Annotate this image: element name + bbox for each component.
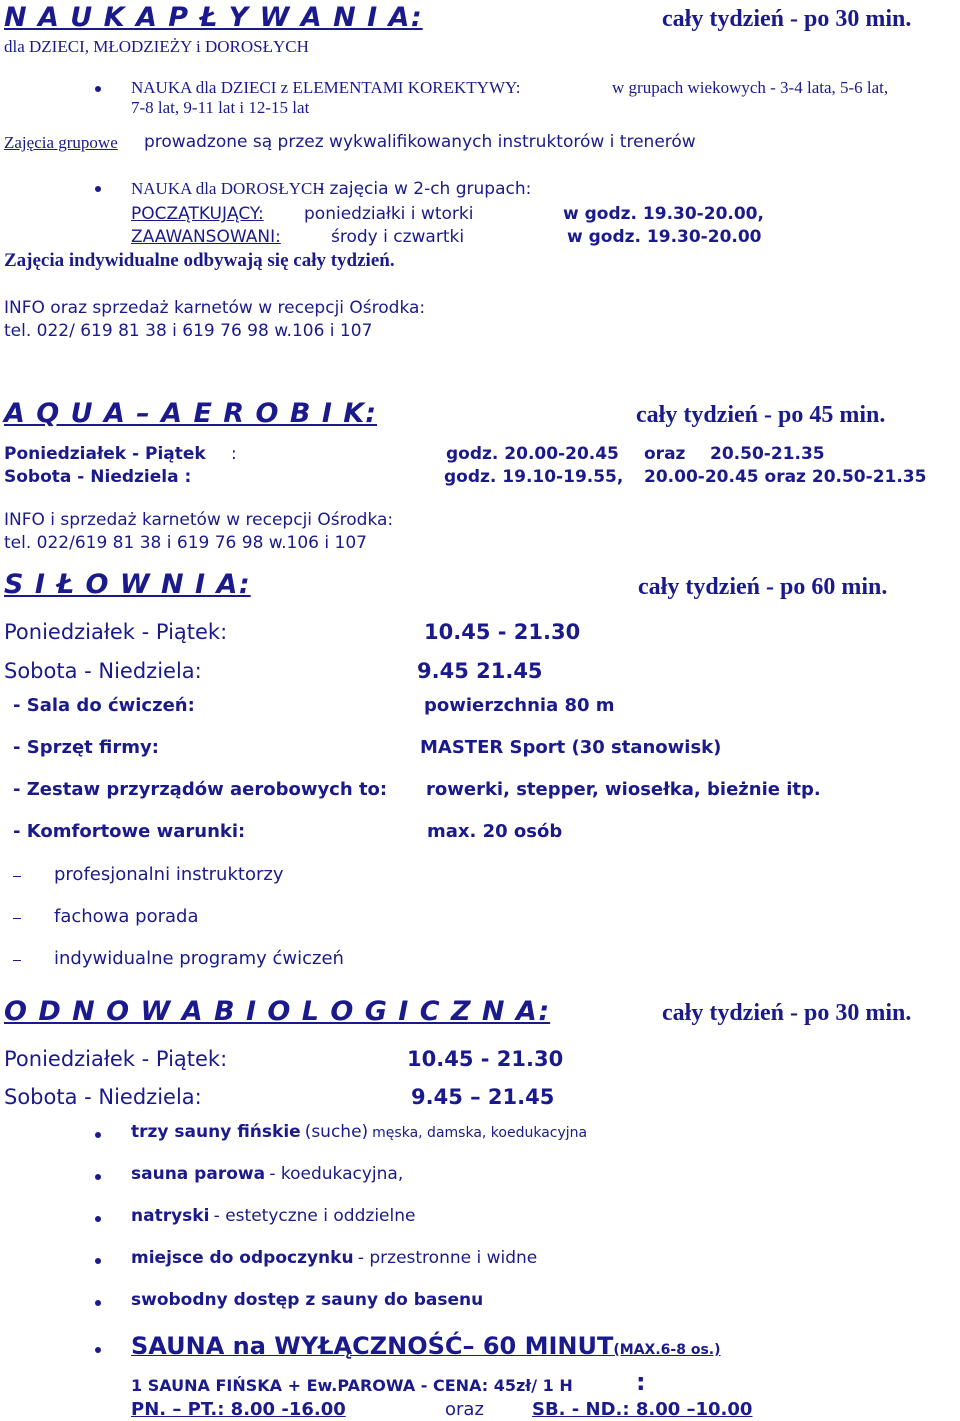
kids-groups-line2: 7-8 lat, 9-11 lat i 12-15 lat — [131, 98, 310, 117]
spa-exclusive — [131, 1332, 721, 1360]
beginners-label: POCZĄTKUJĄCY: — [131, 204, 264, 224]
individual-classes: Zajęcia indywidualne odbywają się cały tydzień. — [4, 250, 395, 271]
spa-item-rest-rest: - przestronne i widne — [357, 1248, 538, 1268]
gym-hall-label: - Sala do ćwiczeń: — [13, 695, 195, 716]
gym-extra-2: fachowa porada — [54, 906, 199, 927]
spa-weekend-label: Sobota - Niedziela: — [4, 1085, 202, 1109]
bullet-icon — [95, 1300, 101, 1306]
gym-comfort-label: - Komfortowe warunki: — [13, 821, 246, 842]
swimming-title: N A U K A P Ł Y W A N I A: — [4, 2, 423, 33]
gym-equipment-label: - Sprzęt firmy: — [13, 737, 159, 758]
aqua-weekday-colon: : — [231, 444, 237, 464]
aqua-duration: cały tydzień - po 45 min. — [636, 402, 886, 428]
gym-aerobic-value: rowerki, stepper, wiosełka, bieżnie itp. — [426, 779, 821, 800]
spa-item-rest — [131, 1248, 537, 1268]
bullet-icon — [95, 1216, 101, 1222]
bullet-icon — [95, 1258, 101, 1264]
aqua-info: INFO i sprzedaż karnetów w recepcji Ośrodka: — [4, 510, 394, 530]
spa-item-showers — [131, 1206, 415, 1226]
aqua-weekday-and: oraz — [644, 444, 686, 464]
spa-item-saunas-bold: trzy sauny fińskie — [131, 1122, 301, 1142]
gym-weekday-time: 10.45 - 21.30 — [424, 620, 581, 644]
adults-label: NAUKA dla DOROSŁYCH — [131, 179, 325, 198]
dash-icon — [13, 960, 21, 961]
spa-item-showers-bold: natryski — [131, 1206, 210, 1226]
spa-price-colon: : — [636, 1368, 646, 1396]
bullet-icon — [95, 86, 101, 92]
group-classes-label: Zajęcia grupowe — [4, 133, 118, 152]
gym-equipment-value: MASTER Sport (30 stanowisk) — [420, 737, 722, 758]
beginners-days: poniedziałki i wtorki — [304, 204, 474, 224]
gym-aerobic-label: - Zestaw przyrządów aerobowych to: — [13, 779, 388, 800]
gym-comfort-value: max. 20 osób — [427, 821, 563, 842]
spa-item-saunas — [131, 1122, 587, 1142]
advanced-days: środy i czwartki — [331, 227, 465, 247]
beginners-time: w godz. 19.30-20.00, — [563, 204, 764, 224]
kids-label: NAUKA dla DZIECI z ELEMENTAMI KOREKTYWY: — [131, 78, 521, 97]
bullet-icon — [95, 1132, 101, 1138]
spa-item-saunas-dry: (suche) — [304, 1122, 369, 1142]
gym-hall-value: powierzchnia 80 m — [424, 695, 615, 716]
bullet-icon — [95, 186, 101, 192]
aqua-weekday-time1: godz. 20.00-20.45 — [446, 444, 619, 464]
bullet-icon — [95, 1174, 101, 1180]
aqua-title: A Q U A – A E R O B I K: — [4, 398, 377, 429]
gym-weekend-label: Sobota - Niedziela: — [4, 659, 202, 683]
spa-item-steam-bold: sauna parowa — [131, 1164, 266, 1184]
spa-exclusive-main: SAUNA na WYŁĄCZNOŚĆ– 60 MINUT — [131, 1332, 614, 1360]
swimming-tel: tel. 022/ 619 81 38 i 619 76 98 w.106 i 107 — [4, 321, 373, 341]
gym-title: S I Ł O W N I A: — [4, 569, 251, 600]
advanced-time: w godz. 19.30-20.00 — [567, 227, 762, 247]
aqua-weekend-label: Sobota - Niedziela : — [4, 467, 192, 487]
dash-icon — [13, 876, 21, 877]
gym-duration: cały tydzień - po 60 min. — [638, 574, 888, 600]
swimming-subtitle: dla DZIECI, MŁODZIEŻY i DOROSŁYCH — [4, 37, 309, 56]
bullet-icon — [95, 1347, 101, 1353]
spa-hours-weekday: PN. – PT.: 8.00 -16.00 — [131, 1399, 346, 1420]
spa-item-pool-access: swobodny dostęp z sauny do basenu — [131, 1290, 484, 1310]
spa-item-showers-rest: - estetyczne i oddzielne — [213, 1206, 416, 1226]
gym-weekend-time: 9.45 21.45 — [417, 659, 543, 683]
swimming-duration: cały tydzień - po 30 min. — [662, 6, 912, 32]
gym-extra-1: profesjonalni instruktorzy — [54, 864, 284, 885]
spa-price: 1 SAUNA FIŃSKA + Ew.PAROWA - CENA: 45zł/ 1 H — [131, 1376, 573, 1395]
aqua-weekday-label: Poniedziałek - Piątek — [4, 444, 206, 464]
spa-duration: cały tydzień - po 30 min. — [662, 1000, 912, 1026]
gym-extra-3: indywidualne programy ćwiczeń — [54, 948, 344, 969]
spa-hours-weekend: SB. - ND.: 8.00 –10.00 — [532, 1399, 753, 1420]
spa-item-steam-rest: - koedukacyjna, — [269, 1164, 404, 1184]
swimming-info: INFO oraz sprzedaż karnetów w recepcji Ośrodka: — [4, 298, 426, 318]
advanced-label: ZAAWANSOWANI: — [131, 227, 281, 247]
kids-groups-line1: w grupach wiekowych - 3-4 lata, 5-6 lat, — [612, 78, 889, 97]
adults-text: - zajęcia w 2-ch grupach: — [318, 179, 532, 199]
spa-weekday-time: 10.45 - 21.30 — [407, 1047, 564, 1071]
spa-item-steam — [131, 1164, 403, 1184]
spa-hours-and: oraz — [445, 1399, 484, 1420]
spa-item-rest-bold: miejsce do odpoczynku — [131, 1248, 354, 1268]
spa-weekend-time: 9.45 – 21.45 — [411, 1085, 555, 1109]
aqua-tel: tel. 022/619 81 38 i 619 76 98 w.106 i 107 — [4, 533, 367, 553]
group-classes-text: prowadzone są przez wykwalifikowanych instruktorów i trenerów — [144, 132, 696, 152]
dash-icon — [13, 918, 21, 919]
spa-item-saunas-types: męska, damska, koedukacyjna — [372, 1125, 588, 1141]
gym-weekday-label: Poniedziałek - Piątek: — [4, 620, 228, 644]
aqua-weekend-time1: godz. 19.10-19.55, — [444, 467, 624, 487]
spa-weekday-label: Poniedziałek - Piątek: — [4, 1047, 228, 1071]
aqua-weekend-time2: 20.00-20.45 oraz 20.50-21.35 — [644, 467, 927, 487]
spa-title: O D N O W A B I O L O G I C Z N A: — [4, 996, 551, 1027]
spa-exclusive-capacity: (MAX.6-8 os.) — [613, 1342, 721, 1358]
aqua-weekday-time2: 20.50-21.35 — [710, 444, 825, 464]
